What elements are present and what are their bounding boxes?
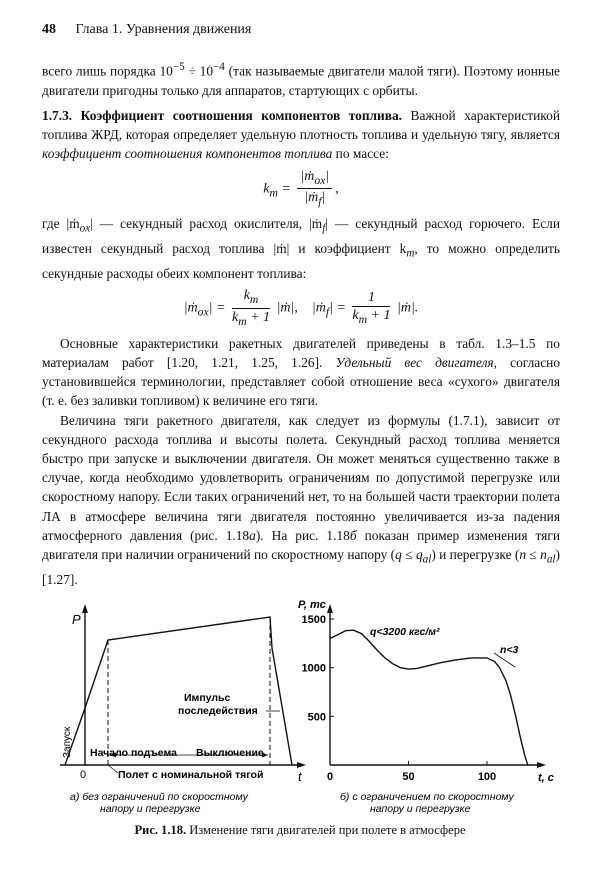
page-number: 48 — [42, 22, 56, 37]
chart-b-x-label: t, с — [538, 772, 554, 784]
term-mixture-ratio: коэффициент соотношения компонентов топлива — [42, 146, 333, 162]
running-header — [42, 22, 251, 38]
equation-km: $k_m$ = $\frac{|ṁ_{ox}|}{|ṁ_f|}$ , — [263, 168, 339, 209]
chart-a-caption-1: а) без ограничений по скоростному — [70, 791, 248, 803]
chart-b-caption-1: б) с ограничением по скоростному — [340, 791, 514, 803]
chart-b-thrust-curve — [330, 630, 528, 765]
chart-a-launch-label: Запуск — [62, 726, 73, 758]
chart-a-x-label: t — [298, 769, 302, 784]
chart-a-x-arrow — [297, 762, 306, 768]
chart-b-x-tick-label: 100 — [477, 771, 497, 783]
chart-b-x-tick-label: 0 — [326, 771, 334, 783]
chart-a-zero: 0 — [80, 769, 87, 781]
figure-caption: Рис. 1.18. Изменение тяги двигателей при полете в атмосфере — [134, 823, 466, 837]
figure-1-18 — [0, 590, 600, 850]
chart-a-climb-label: Начало подъема — [90, 747, 177, 759]
chart-a-shutdown-label: Выключение — [196, 747, 264, 759]
chart-b-y-tick-label: 1500 — [301, 614, 326, 626]
chart-b-y-label: P, тс — [298, 599, 326, 611]
chart-a-impulse-label-2: последействия — [178, 705, 258, 717]
chart-b-x-tick-label: 50 — [402, 771, 415, 783]
paragraph-4: Основные характеристики ракетных двигателей приведены в табл. 1.3–1.5 по материалам работ [1.20, 1.21, 1.25, 1.26]. Удельный вес двигателя, согласно установившейся терминологии, представляет собой отношение веса «сухого» двигателя (т. е. без заливки топливом) к величине его тяги. — [42, 335, 561, 409]
chart-b — [298, 599, 554, 815]
chart-a-y-arrow — [82, 604, 88, 613]
chart-a — [60, 604, 306, 815]
chart-a-y-label: P — [72, 612, 81, 627]
chart-b-caption-2: напору и перегрузке — [370, 803, 471, 815]
chart-b-n-label: n<3 — [500, 644, 519, 656]
paragraph-1: всего лишь порядка $10^{-5} \div 10^{-4}$ (так называемые двигатели малой тяги). Поэтому ионные двигатели пригодны только для аппаратов, стартующих с орбиты. — [42, 61, 561, 98]
section-title: 1.7.3. Коэффициент соотношения компонентов топлива. — [42, 108, 403, 123]
chart-b-q-label: q<3200 кгс/м² — [370, 626, 440, 638]
chart-a-impulse-label-1: Импульс — [184, 692, 231, 704]
equation-flow-rates: |ṁ$_{ox}$| = $\frac{k_m}{k_m + 1}$ |ṁ|, |ṁ$_f$| = $\frac{1}{k_m + 1}$ |ṁ|. — [183, 288, 419, 328]
chapter-title: Глава 1. Уравнения движения — [75, 22, 252, 37]
chart-a-thrust-curve — [65, 617, 292, 765]
chart-b-y-tick-label: 1000 — [301, 662, 326, 675]
chart-b-y-tick-label: 500 — [307, 711, 326, 724]
chart-a-nominal-label: Полет с номинальной тягой — [118, 769, 264, 781]
chart-a-caption-2: напору и перегрузке — [100, 803, 201, 815]
section-1-7-3: 1.7.3. Коэффициент соотношения компонентов топлива. Важной характеристикой топлива ЖРД, которая определяет удельную плотность топлива и удельную тягу, является коэффициент соотношения компонентов топлива по массе: $k_m$ = $\frac{|ṁ_{ox}|}{|ṁ_f|}$ , где |ṁ$_{ox}$| — секундный расход окислителя, |ṁ$_f$| — секундный расход горючего. Если известен секундный расход топлива |ṁ| и коэффициент $k_m$, то можно определить секундные расходы обеих компонент топлива: |ṁ$_{ox}$| = $\frac{k_m}{k_m + 1}$ |ṁ|, |ṁ$_f$| = $\frac{1}{k_m + 1}$ |ṁ|. Основные характеристики ракетных двигателей приведены в табл. 1.3–1.5 по материалам работ [1.20, 1.21, 1.25, 1.26]. Удельный вес двигателя, согласно установившейся терминологии, представляет собой отношение веса «сухого» двигателя (т. е. без заливки топливом) к величине его тяги. Величина тяги ракетного двигателя, как следует из формулы (1.7.1), зависит от секундного расхода топлива и высоты полета. Секундный расход топлива меняется быстро при запуске и выключении двигателя. Он может меняться существенно также в случае, когда необходимо удовлетворить ограничениям по допустимой перегрузке или скоростному напору. Если таких ограничений нет, то на большей части траектории полета ЛА в атмосфере величина тяги двигателя постоянно увеличивается из-за падения атмосферного давления (рис. 1.18а). На рис. 1.18б показан пример изменения тяги двигателя при наличии ограничений по скоростному напору $(q \le q_{al})$ и перегрузке $(n \le n_{al})$ [1.27]. — [42, 106, 560, 589]
paragraph-5: Величина тяги ракетного двигателя, как следует из формулы (1.7.1), зависит от секундного расхода топлива и высоты полета. Секундный расход топлива меняется быстро при запуске и выключении двигателя. Он может меняться существенно также в случае, когда необходимо удовлетворить ограничениям по допустимой перегрузке или скоростному напору. Если таких ограничений нет, то на большей части траектории полета ЛА в атмосфере величина тяги двигателя постоянно увеличивается из-за падения атмосферного давления (рис. 1.18а). На рис. 1.18б показан пример изменения тяги двигателя при наличии ограничений по скоростному напору $(q \le q_{al})$ и перегрузке $(n \le n_{al})$ [1.27]. — [42, 412, 560, 587]
